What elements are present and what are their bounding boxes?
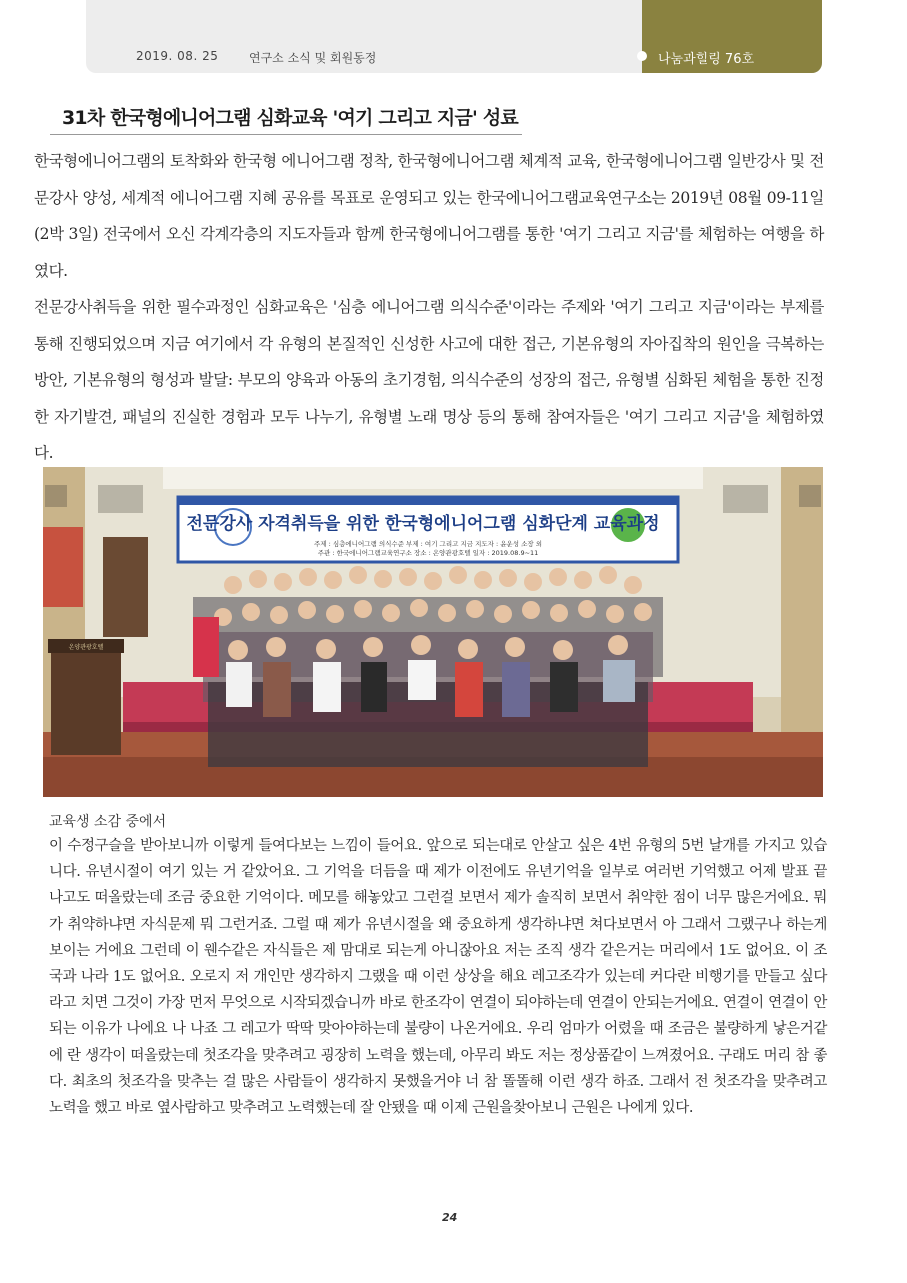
article-paragraph-1: 한국형에니어그램의 토착화와 한국형 에니어그램 정착, 한국형에니어그램 체계적 교육, 한국형에니어그램 일반강사 및 전문강사 양성, 세계적 에니어그램 지혜 공유를 목표로 운영되고 있는 한국에니어그램교육연구소는 2019년 08월 09-11일(2박 3일) 전국에서 오신 각계각층의 지도자들과 함께 한국형에니어그램를 통한 '여기 그리고 지금'를 체험하는 여행을 하였다. [34,152,824,280]
banner-line-1: 주제 : 심층에니어그램 의식수준 부제 : 여기 그리고 지금 지도자 : 윤운성 소장 외 [313,540,543,548]
section-label: 연구소 소식 및 회원동정 [249,51,377,65]
issue-date: 2019. 08. 25 [136,49,219,63]
group-photo [43,467,823,797]
banner-title: 전문강사 자격취득을 위한 한국형에니어그램 심화단계 교육과정 [186,514,660,534]
article-title: 31차 한국형에니어그램 심화교육 '여기 그리고 지금' 성료 [62,107,518,129]
dot-icon [637,51,647,61]
article-body [34,143,824,472]
banner-line-2: 주관 : 한국에니어그램교육연구소 장소 : 온양관광호텔 일자 : 2019.08.9~11 [317,549,539,557]
article-paragraph-2: 전문강사취득을 위한 필수과정인 심화교육은 '심층 에니어그램 의식수준'이라는 주제와 '여기 그리고 지금'이라는 부제를 통해 진행되었으며 지금 여기에서 각 유형의 본질적인 신성한 사고에 대한 접근, 기본유형의 자아집착의 원인을 극복하는 방안, 기본유형의 형성과 발달: 부모의 양육과 아동의 초기경험, 의식수준의 성장의 접근, 유형별 심화된 체험을 통한 진정한 자기발견, 패널의 진실한 경험과 모두 나누기, 유형별 노래 명상 등의 통해 참여자들은 '여기 그리고 지금'을 체험하였다. [34,298,824,462]
header-info [86,48,642,73]
podium-label: 온양관광호텔 [68,644,104,651]
testimonial-text: 이 수정구슬을 받아보니까 이렇게 들여다보는 느낌이 들어요. 앞으로 되는대로 안살고 싶은 4번 유형의 5번 날개를 가지고 있습니다. 유년시절이 여기 있는 거 같았어요. 그 기억을 더듬을 때 제가 이전에도 유년기억을 일부로 여러번 기억했고 어제 발표 끝나고도 떠올랐는데 조금 중요한 기억이다. 메모를 해놓았고 그런걸 보면서 제가 솔직히 보면서 취약한 점이 너무 많은거에요. 뭐가 취약하냐면 자식문제 뭐 그런거죠. 그럴 때 제가 유년시절을 왜 중요하게 생각하냐면 쳐다보면서 아 그래서 그랬구나 하는게 보이는 거에요 그런데 이 웬수같은 자식들은 제 맘대로 되는게 아니잖아요 저는 조직 생각 같은거는 머리에서 1도 없어요. 이 조국과 나라 1도 없어요. 오로지 저 개인만 생각하지 그랬을 때 이런 상상을 해요 레고조각가 있는데 커다란 비행기를 만들고 싶다라고 치면 그것이 가장 먼저 무엇으로 시작되겠습니까 바로 한조각이 연결이 되야하는데 연결이 안되는거에요. 연결이 연결이 안되는 이유가 나에요 나 나죠 그 레고가 딱딱 맞아야하는데 불량이 나온거에요. 우리 엄마가 어렸을 때 조금은 불량하게 낳은거같에 란 생각이 떠올랐는데 첫조각을 맞추려고 굉장히 노력을 했는데, 아무리 봐도 저는 정상품같이 느껴졌어요. 구래도 머리 참 좋다. 최초의 첫조각을 맞추는 걸 많은 사람들이 생각하지 못했을거야 너 참 똘똘해 이런 생각 하죠. 그래서 전 첫조각을 맞추려고 노력을 했고 바로 옆사람하고 맞추려고 노력했는데 잘 안됐을 때 이제 근원을찾아보니 근원은 나에게 있다. [49,838,827,1117]
testimonial-heading: 교육생 소감 중에서 [49,814,167,830]
title-divider [50,134,522,135]
issue-number: 나눔과힐링 76호 [658,52,755,67]
page-number: 24 [442,1211,458,1224]
